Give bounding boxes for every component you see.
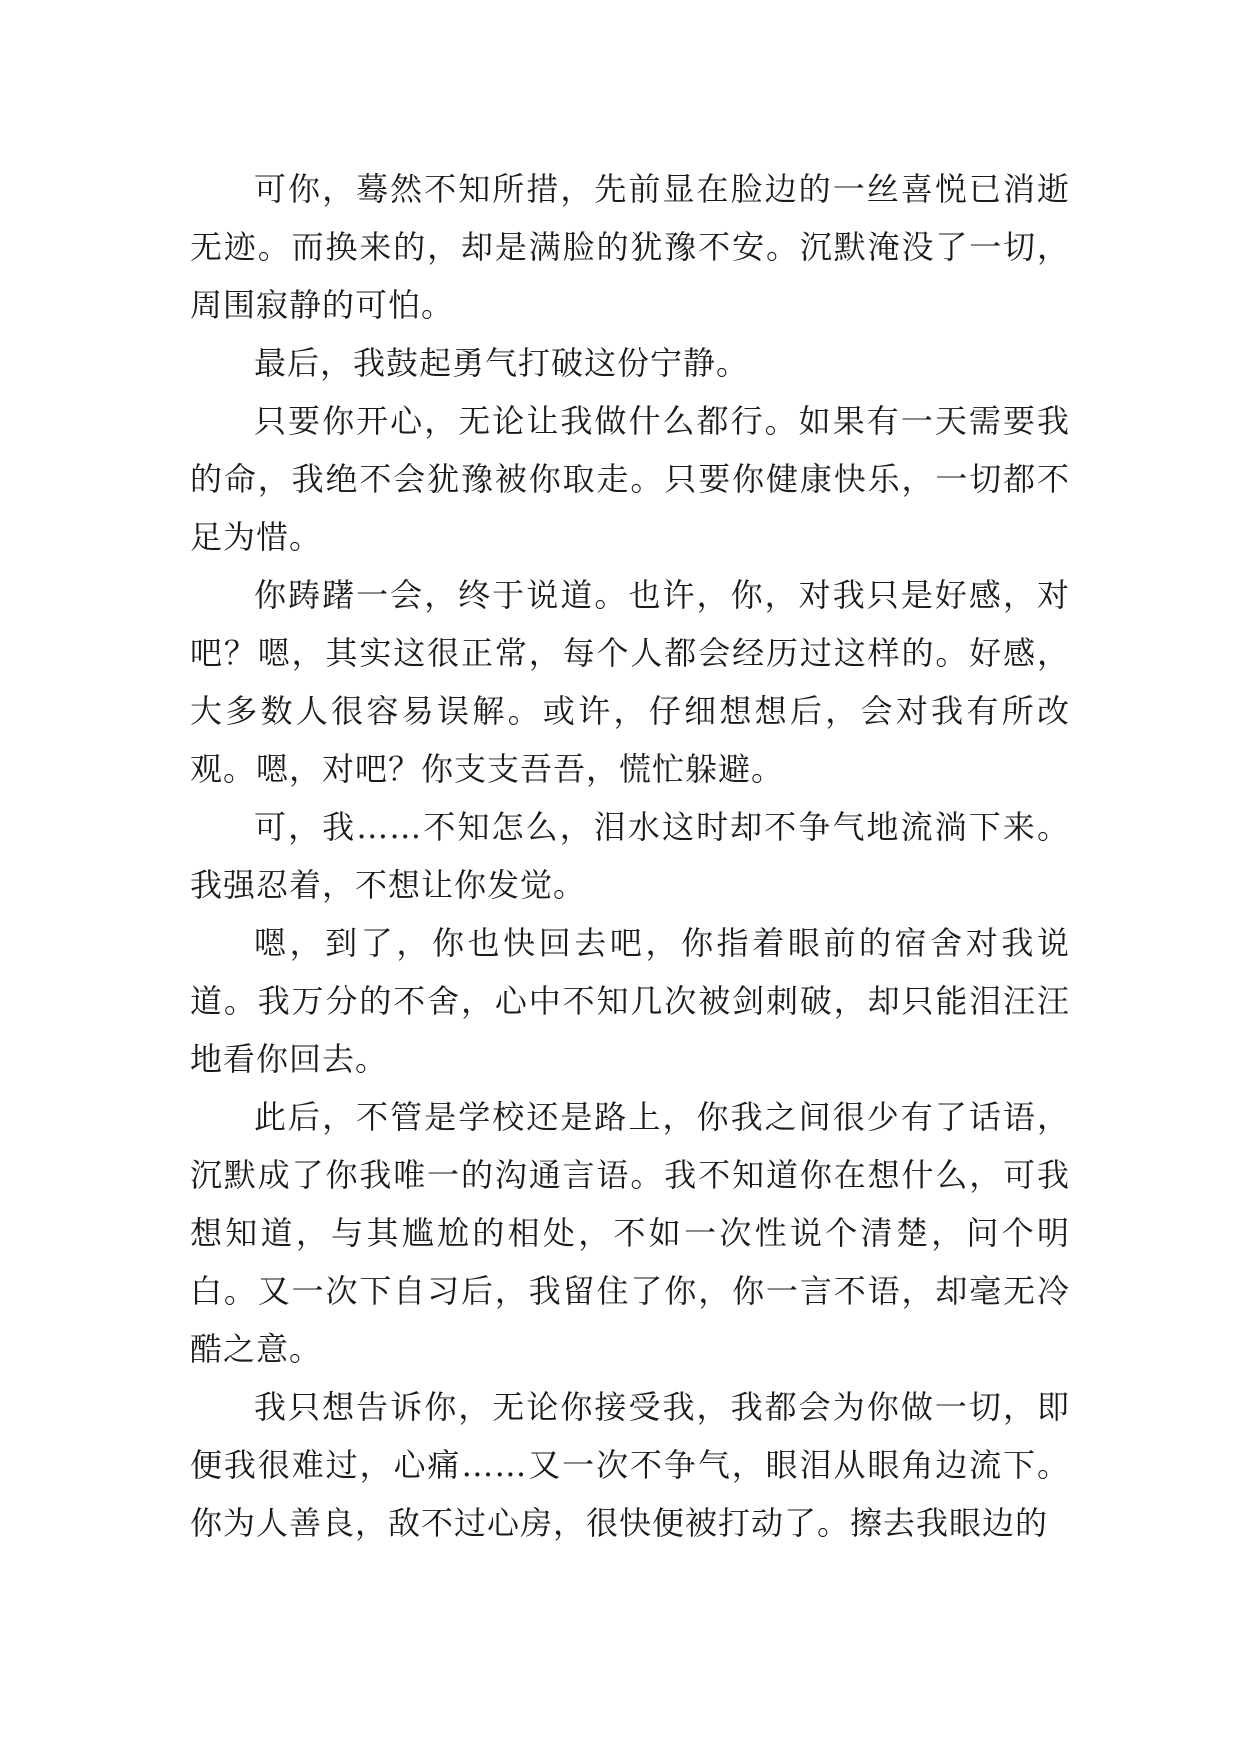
paragraph: 最后，我鼓起勇气打破这份宁静。: [254, 344, 750, 382]
body-text: [190, 160, 1070, 1552]
paragraph: 可你，蓦然不知所措，先前显在脸边的一丝喜悦已消逝无迹。而换来的，却是满脸的犹豫不安。沉默淹没了一切，周围寂静的可怕。: [190, 170, 1070, 324]
paragraph: 你踌躇一会，终于说道。也许，你，对我只是好感，对吧？嗯，其实这很正常，每个人都会经历过这样的。好感，大多数人很容易误解。或许，仔细想想后，会对我有所改观。嗯，对吧？你支支吾吾，慌忙躲避。: [190, 576, 1070, 788]
paragraph: 只要你开心，无论让我做什么都行。如果有一天需要我的命，我绝不会犹豫被你取走。只要你健康快乐，一切都不足为惜。: [190, 402, 1070, 556]
paragraph: 嗯，到了，你也快回去吧，你指着眼前的宿舍对我说道。我万分的不舍，心中不知几次被剑刺破，却只能泪汪汪地看你回去。: [190, 924, 1070, 1078]
paragraph: 可，我……不知怎么，泪水这时却不争气地流淌下来。我强忍着，不想让你发觉。: [190, 808, 1070, 904]
paragraph: 我只想告诉你，无论你接受我，我都会为你做一切，即便我很难过，心痛……又一次不争气，眼泪从眼角边流下。你为人善良，敌不过心房，很快便被打动了。擦去我眼边的: [190, 1388, 1070, 1542]
paragraph: 此后，不管是学校还是路上，你我之间很少有了话语，沉默成了你我唯一的沟通言语。我不知道你在想什么，可我想知道，与其尴尬的相处，不如一次性说个清楚，问个明白。又一次下自习后，我留住了你，你一言不语，却毫无冷酷之意。: [190, 1098, 1070, 1368]
